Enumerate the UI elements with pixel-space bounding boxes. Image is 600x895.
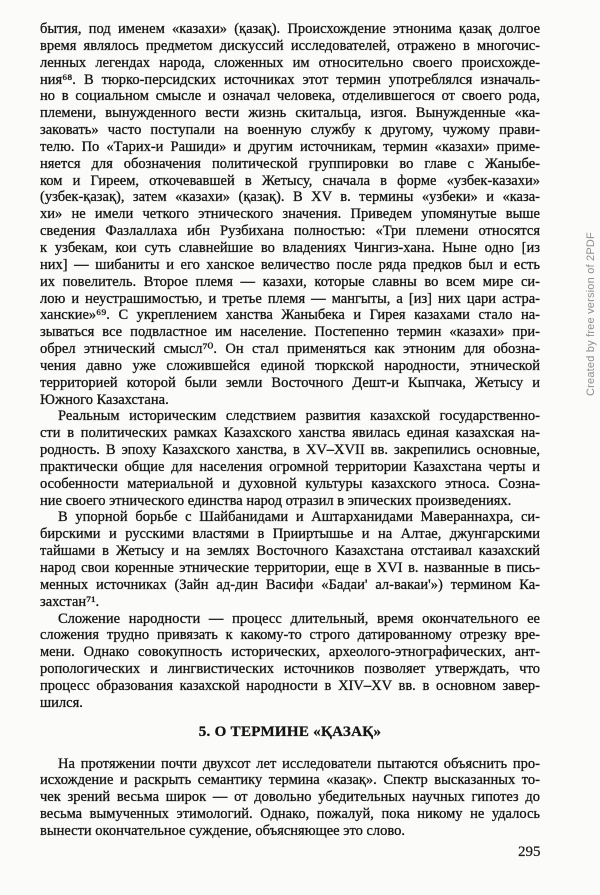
text-line: их повелитель. Второе племя — казахи, которые славны во всем мире си- xyxy=(40,273,540,290)
text-line: захстан⁷¹. xyxy=(40,593,100,610)
text-line: к узбекам, кои суть славнейшие во владениях Чингиз-хана. Ныне одно [из xyxy=(40,239,540,256)
text-line: ком и Гиреем, откочевавшей в Жетысу, сначала в форме «узбек-казахи» xyxy=(40,172,540,189)
text-line: (узбек-қазақ), затем «казахи» (қазақ). В XV в. термины «узбеки» и «каза- xyxy=(40,189,540,206)
page-number: 295 xyxy=(518,844,541,860)
text-block xyxy=(40,21,540,840)
text-line: исхождение и раскрыть семантику термина «казақ». Спектр высказанных то- xyxy=(40,772,540,789)
text-line: территорией которой были земли Восточного Дешт-и Кыпчака, Жетысу и xyxy=(40,374,540,391)
text-line: особенности материальной и духовной культуры казахского этноса. Созна- xyxy=(40,475,540,492)
text-line: но в социальном смысле и означал человека, отделившегося от своего рода, xyxy=(40,88,540,105)
text-line: тайшами в Жетысу и на землях Восточного Казахстана отстаивал казахский xyxy=(40,543,540,560)
paragraph xyxy=(40,21,540,408)
text-line: ние своего этнического единства народ отразил в эпических произведениях. xyxy=(40,492,512,509)
text-line: менных источниках (Зайн ад-дин Васифи «Бадаи' ал-вакаи'») термином Ка- xyxy=(40,576,540,593)
text-line: сти в политических рамках Казахского ханства явилась единая казахская на- xyxy=(40,425,540,442)
text-line: заковать» часто поступали на военную службу к другому, чужому прави- xyxy=(40,122,540,139)
text-line: сложения трудно привязать к какому-то строго датированному отрезку вре- xyxy=(40,627,540,644)
text-line: сведения Фазлаллаха ибн Рузбихана полностью: «Три племени относятся xyxy=(40,223,540,240)
text-line: весьма вымученных этимологий. Однако, пожалуй, пока никому не удалось xyxy=(40,806,540,823)
text-line: зываться все подвластное им население. Постепенно термин «казахи» при- xyxy=(40,324,540,341)
paragraph xyxy=(40,509,540,610)
text-line: На протяжении почти двухсот лет исследователи пытаются объяснить про- xyxy=(58,755,540,772)
text-line: них] — шибаниты и его ханское величество после ряда предков был и есть xyxy=(40,256,540,273)
text-line: бытия, под именем «казахи» (қазақ). Происхождение этнонима қазақ долгое xyxy=(40,21,540,37)
text-line: Сложение народности — процесс длительный, время окончательного ее xyxy=(58,610,540,627)
text-line: ханские»⁶⁹. С укреплением ханства Жаныбека и Гирея казахами стало на- xyxy=(40,307,540,324)
text-line: В упорной борьбе с Шайбанидами и Аштарханидами Мавераннахра, си- xyxy=(58,509,540,526)
text-line: хи» не имели четкого этнического значения. Приведем упомянутые выше xyxy=(40,206,540,223)
text-line: Южного Казахстана. xyxy=(40,391,169,408)
text-line: чек зрений весьма широк — от довольно убедительных научных гипотез до xyxy=(40,789,540,806)
pdf-watermark: Created by free version of 2PDF xyxy=(585,232,597,396)
text-line: ропологических и лингвистических источников позволяет утверждать, что xyxy=(40,661,540,678)
text-line: ния⁶⁸. В тюрко-персидских источниках этот термин употреблялся изначаль- xyxy=(40,71,540,88)
paragraph xyxy=(40,611,540,712)
text-line: лою и неустрашимостью, и третье племя — мангыты, а [из] них цари астра- xyxy=(40,290,540,307)
paragraph xyxy=(40,756,540,840)
text-line: ленных легендах народа, сложенных им относительно своего происхожде- xyxy=(40,54,540,71)
text-line: телю. По «Тарих-и Рашиди» и другим источникам, термин «казахи» приме- xyxy=(40,138,540,155)
text-line: обрел этнический смысл⁷⁰. Он стал применяться как этноним для обозна- xyxy=(40,341,540,358)
text-line: бирскими и русскими властями в Прииртышье и на Алтае, джунгарскими xyxy=(40,526,540,543)
text-line: народ свои коренные этнические территории, еще в XVI в. названные в пись- xyxy=(40,560,540,576)
text-line: вынести окончательное суждение, объясняющее это слово. xyxy=(40,822,406,839)
text-line: практически общие для населения огромной территории Казахстана черты и xyxy=(40,458,540,475)
text-line: время являлось предметом дискуссий исследователей, отражено в многочис- xyxy=(40,37,540,54)
text-line: племени, вынужденного вести жизнь скитальца, изгоя. Вынужденные «ка- xyxy=(40,105,540,122)
text-line: няется для обозначения политической группировки во главе с Жаныбе- xyxy=(40,155,540,172)
text-line: мени. Однако совокупность исторических, археолого-этнографических, ант- xyxy=(40,644,540,661)
text-line: шился. xyxy=(40,694,83,711)
section-heading: 5. О ТЕРМИНЕ «ҚАЗАҚ» xyxy=(198,723,382,740)
text-line: родность. В эпоху Казахского ханства, в XV–XVII вв. закрепились основные, xyxy=(40,442,540,459)
paragraph xyxy=(40,408,540,509)
text-line: чения давно уже сложившейся единой тюркской народности, этнической xyxy=(40,357,540,374)
text-line: Реальным историческим следствием развития казахской государственно- xyxy=(58,408,540,425)
text-line: процесс образования казахской народности в XIV–XV вв. в основном завер- xyxy=(40,677,540,694)
